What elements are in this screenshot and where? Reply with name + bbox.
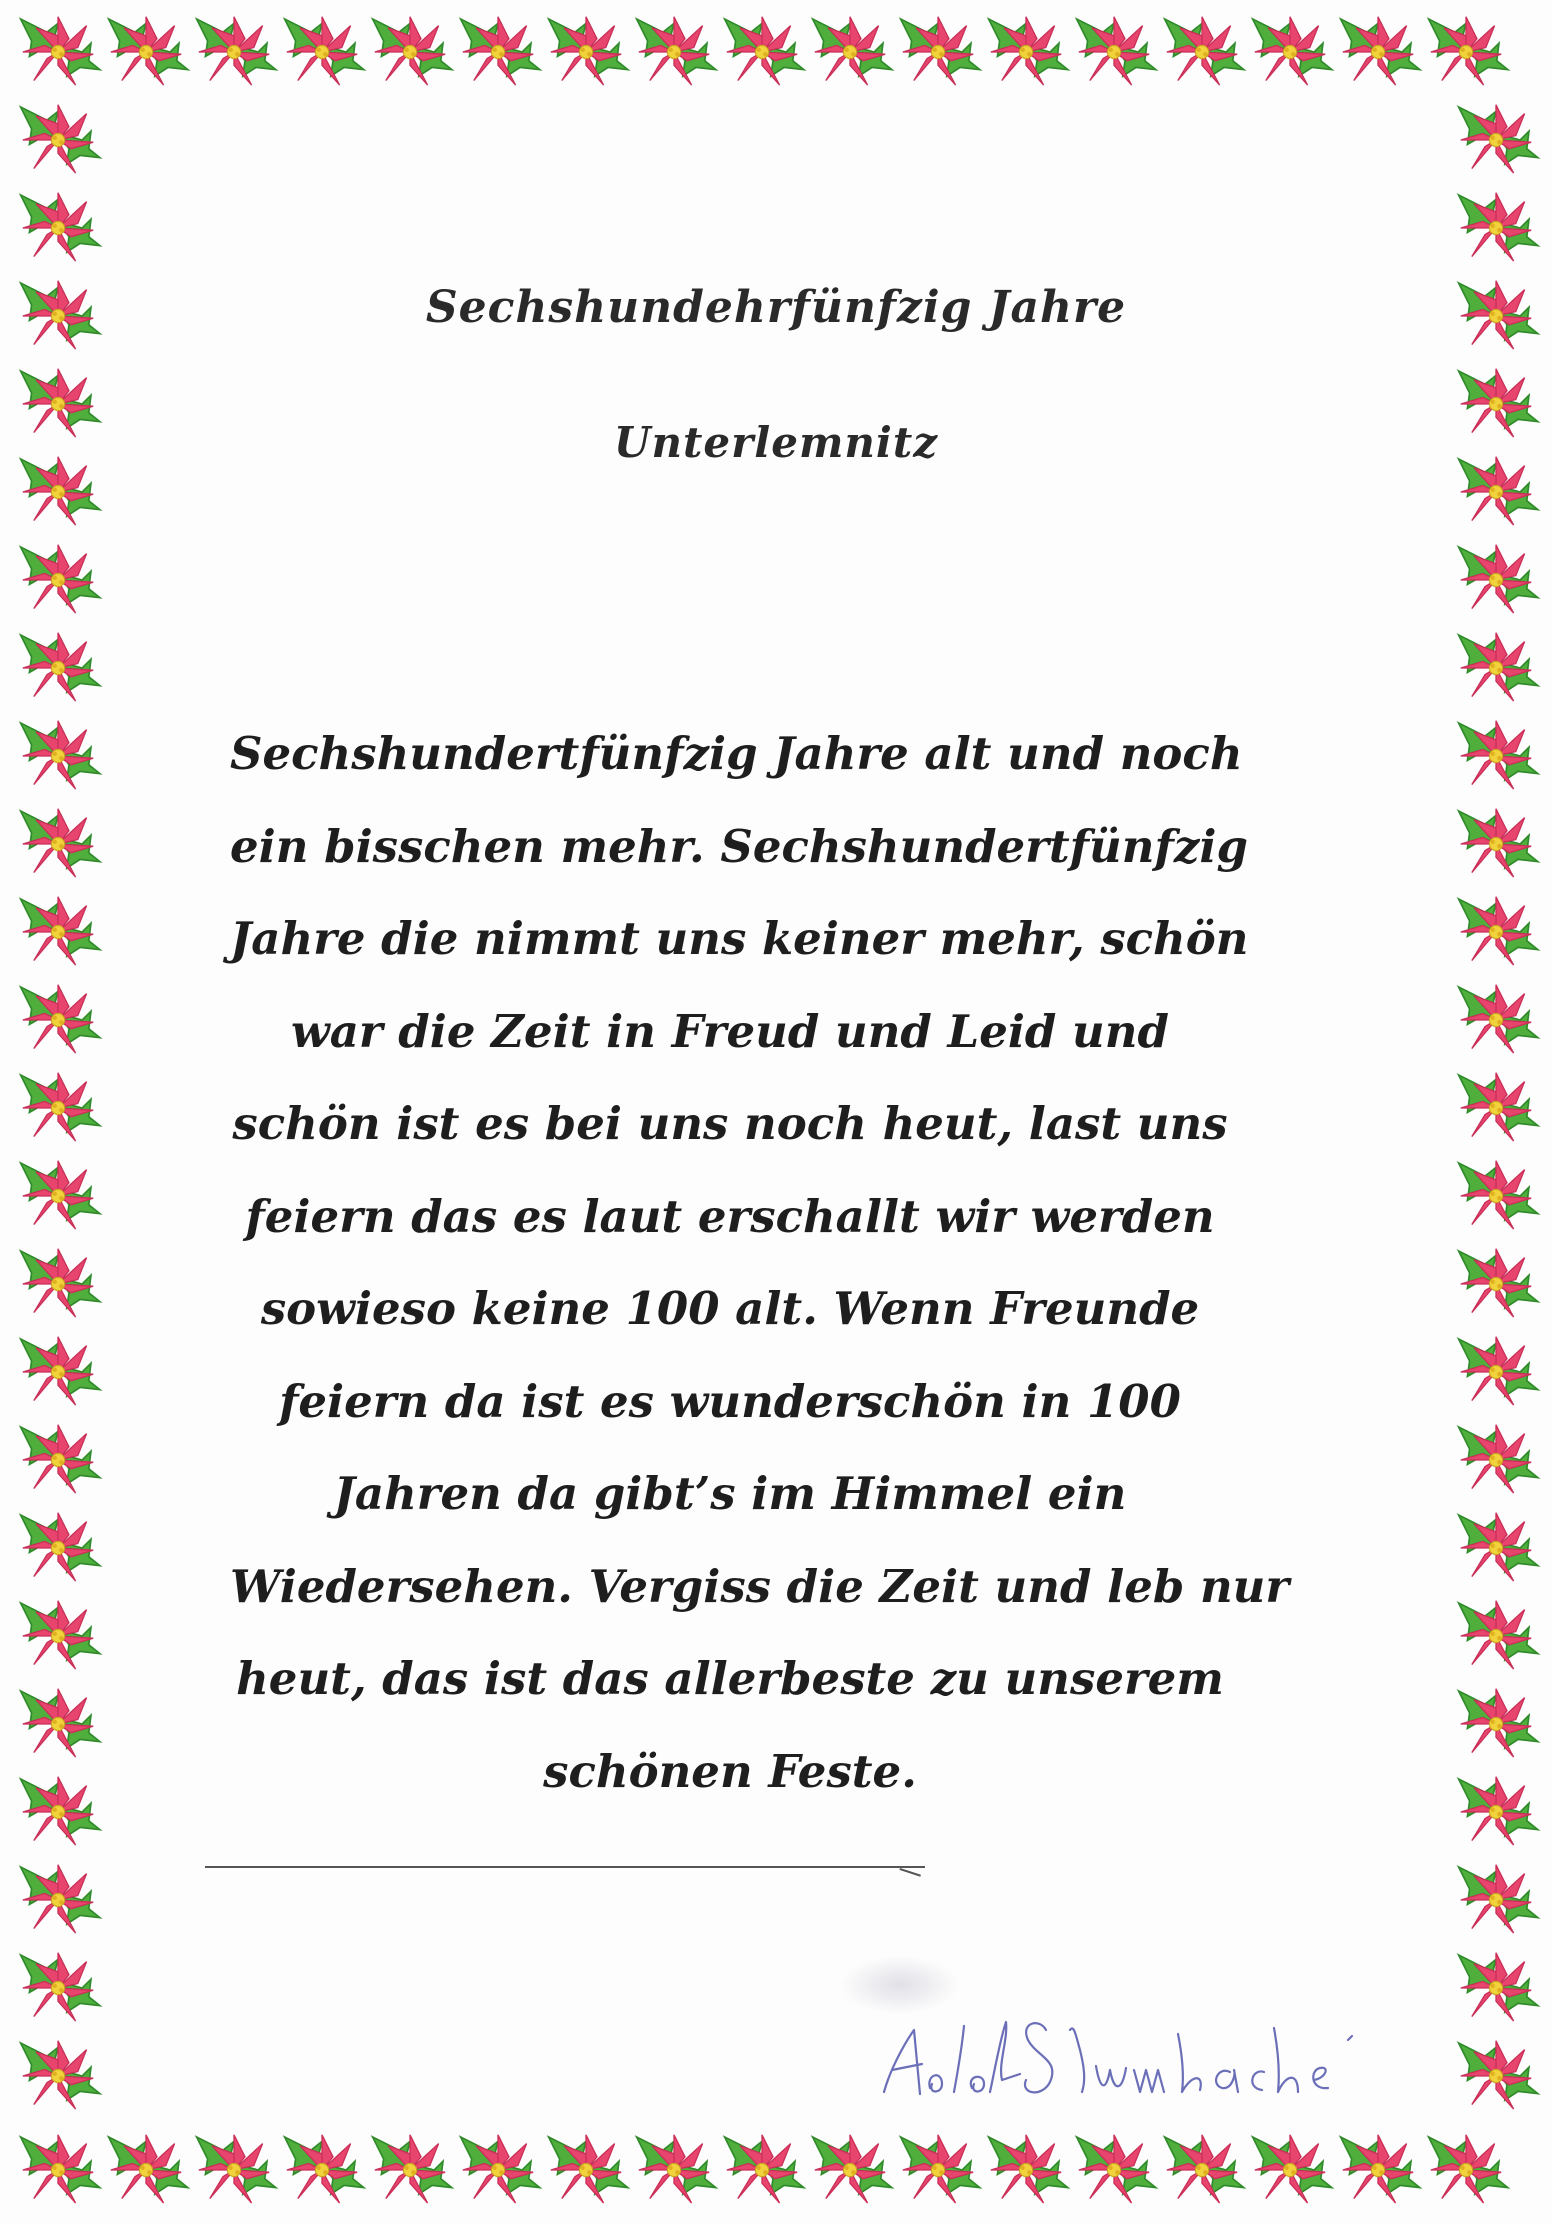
poinsettia-icon [1429, 2135, 1508, 2203]
poinsettia-icon [197, 17, 276, 85]
poem-line: Sechshundertfünfzig Jahre alt und noch [230, 727, 1243, 780]
poinsettia-icon [813, 17, 892, 85]
poinsettia-icon [21, 457, 100, 525]
poinsettia-icon [21, 1249, 100, 1317]
poinsettia-icon [21, 2041, 100, 2109]
poinsettia-icon [813, 2135, 892, 2203]
poinsettia-icon [21, 1865, 100, 1933]
poinsettia-icon [21, 897, 100, 965]
poinsettia-icon [21, 1073, 100, 1141]
poem-line: sowieso keine 100 alt. Wenn Freunde [260, 1282, 1200, 1335]
poinsettia-icon [549, 2135, 628, 2203]
poinsettia-icon [21, 193, 100, 261]
poinsettia-icon [21, 105, 100, 173]
poinsettia-icon [1459, 457, 1538, 525]
poinsettia-icon [21, 1161, 100, 1229]
poinsettia-icon [989, 2135, 1068, 2203]
poinsettia-icon [1459, 897, 1538, 965]
poinsettia-icon [901, 2135, 980, 2203]
poem-line: heut, das ist das allerbeste zu unserem [236, 1652, 1224, 1705]
poinsettia-icon [1459, 809, 1538, 877]
poinsettia-icon [21, 809, 100, 877]
poinsettia-icon [901, 17, 980, 85]
poinsettia-icon [285, 2135, 364, 2203]
poem-line: schönen Feste. [543, 1744, 917, 1798]
poem-line: ein bisschen mehr. Sechshundertfünfzig [230, 819, 1248, 873]
poinsettia-icon [21, 17, 100, 85]
signature-rule [205, 1866, 925, 1868]
poinsettia-icon [373, 17, 452, 85]
poinsettia-icon [1459, 1777, 1538, 1845]
poinsettia-icon [1459, 193, 1538, 261]
poinsettia-icon [21, 545, 100, 613]
poinsettia-icon [21, 1689, 100, 1757]
poinsettia-icon [1459, 1073, 1538, 1141]
poinsettia-icon [21, 1337, 100, 1405]
poinsettia-icon [461, 17, 540, 85]
poinsettia-icon [725, 2135, 804, 2203]
poinsettia-icon [1077, 2135, 1156, 2203]
poem-line: schön ist es bei uns noch heut, last uns [232, 1097, 1228, 1150]
poinsettia-icon [1459, 1161, 1538, 1229]
document-title: Sechshundehrfünfzig Jahre [425, 282, 1127, 333]
poinsettia-icon [725, 17, 804, 85]
poinsettia-icon [1459, 1953, 1538, 2021]
poinsettia-icon [1165, 17, 1244, 85]
poinsettia-icon [1459, 1865, 1538, 1933]
poinsettia-icon [1459, 2041, 1538, 2109]
poinsettia-icon [1459, 1249, 1538, 1317]
poem-line: war die Zeit in Freud und Leid und [291, 1004, 1169, 1058]
handwritten-signature [870, 2000, 1380, 2110]
poinsettia-icon [1459, 985, 1538, 1053]
poinsettia-icon [1429, 17, 1508, 85]
poinsettia-icon [1165, 2135, 1244, 2203]
poinsettia-icon [1341, 2135, 1420, 2203]
poinsettia-icon [109, 2135, 188, 2203]
poinsettia-icon [1459, 1689, 1538, 1757]
poem-line: Wiedersehen. Vergiss die Zeit und leb nur [230, 1559, 1290, 1613]
poinsettia-icon [21, 1513, 100, 1581]
poinsettia-icon [1253, 2135, 1332, 2203]
poem-line: Jahren da gibt’s im Himmel ein [333, 1467, 1127, 1520]
poinsettia-icon [109, 17, 188, 85]
document-subtitle: Unterlemnitz [613, 418, 939, 467]
poinsettia-icon [637, 17, 716, 85]
poinsettia-icon [1459, 633, 1538, 701]
poinsettia-icon [1341, 17, 1420, 85]
poem-line: Jahre die nimmt uns keiner mehr, schön [230, 912, 1249, 965]
poinsettia-icon [549, 17, 628, 85]
poinsettia-icon [1459, 1601, 1538, 1669]
poinsettia-icon [1459, 1425, 1538, 1493]
poinsettia-icon [1253, 17, 1332, 85]
poinsettia-icon [21, 1425, 100, 1493]
poinsettia-icon [285, 17, 364, 85]
poem-line: feiern das es laut erschallt wir werden [245, 1189, 1215, 1243]
poinsettia-icon [1077, 17, 1156, 85]
poem-line: feiern da ist es wunderschön in 100 [279, 1374, 1181, 1428]
poinsettia-icon [637, 2135, 716, 2203]
poinsettia-icon [21, 1601, 100, 1669]
poinsettia-icon [461, 2135, 540, 2203]
poem-text [230, 708, 1290, 1818]
poinsettia-icon [1459, 721, 1538, 789]
poinsettia-icon [21, 1953, 100, 2021]
poinsettia-icon [1459, 105, 1538, 173]
poinsettia-icon [21, 633, 100, 701]
poinsettia-icon [21, 985, 100, 1053]
poinsettia-icon [197, 2135, 276, 2203]
poinsettia-icon [21, 1777, 100, 1845]
poinsettia-icon [1459, 1337, 1538, 1405]
poinsettia-icon [989, 17, 1068, 85]
poinsettia-icon [373, 2135, 452, 2203]
poinsettia-icon [1459, 545, 1538, 613]
poinsettia-icon [21, 2135, 100, 2203]
poinsettia-icon [1459, 1513, 1538, 1581]
poinsettia-icon [21, 721, 100, 789]
